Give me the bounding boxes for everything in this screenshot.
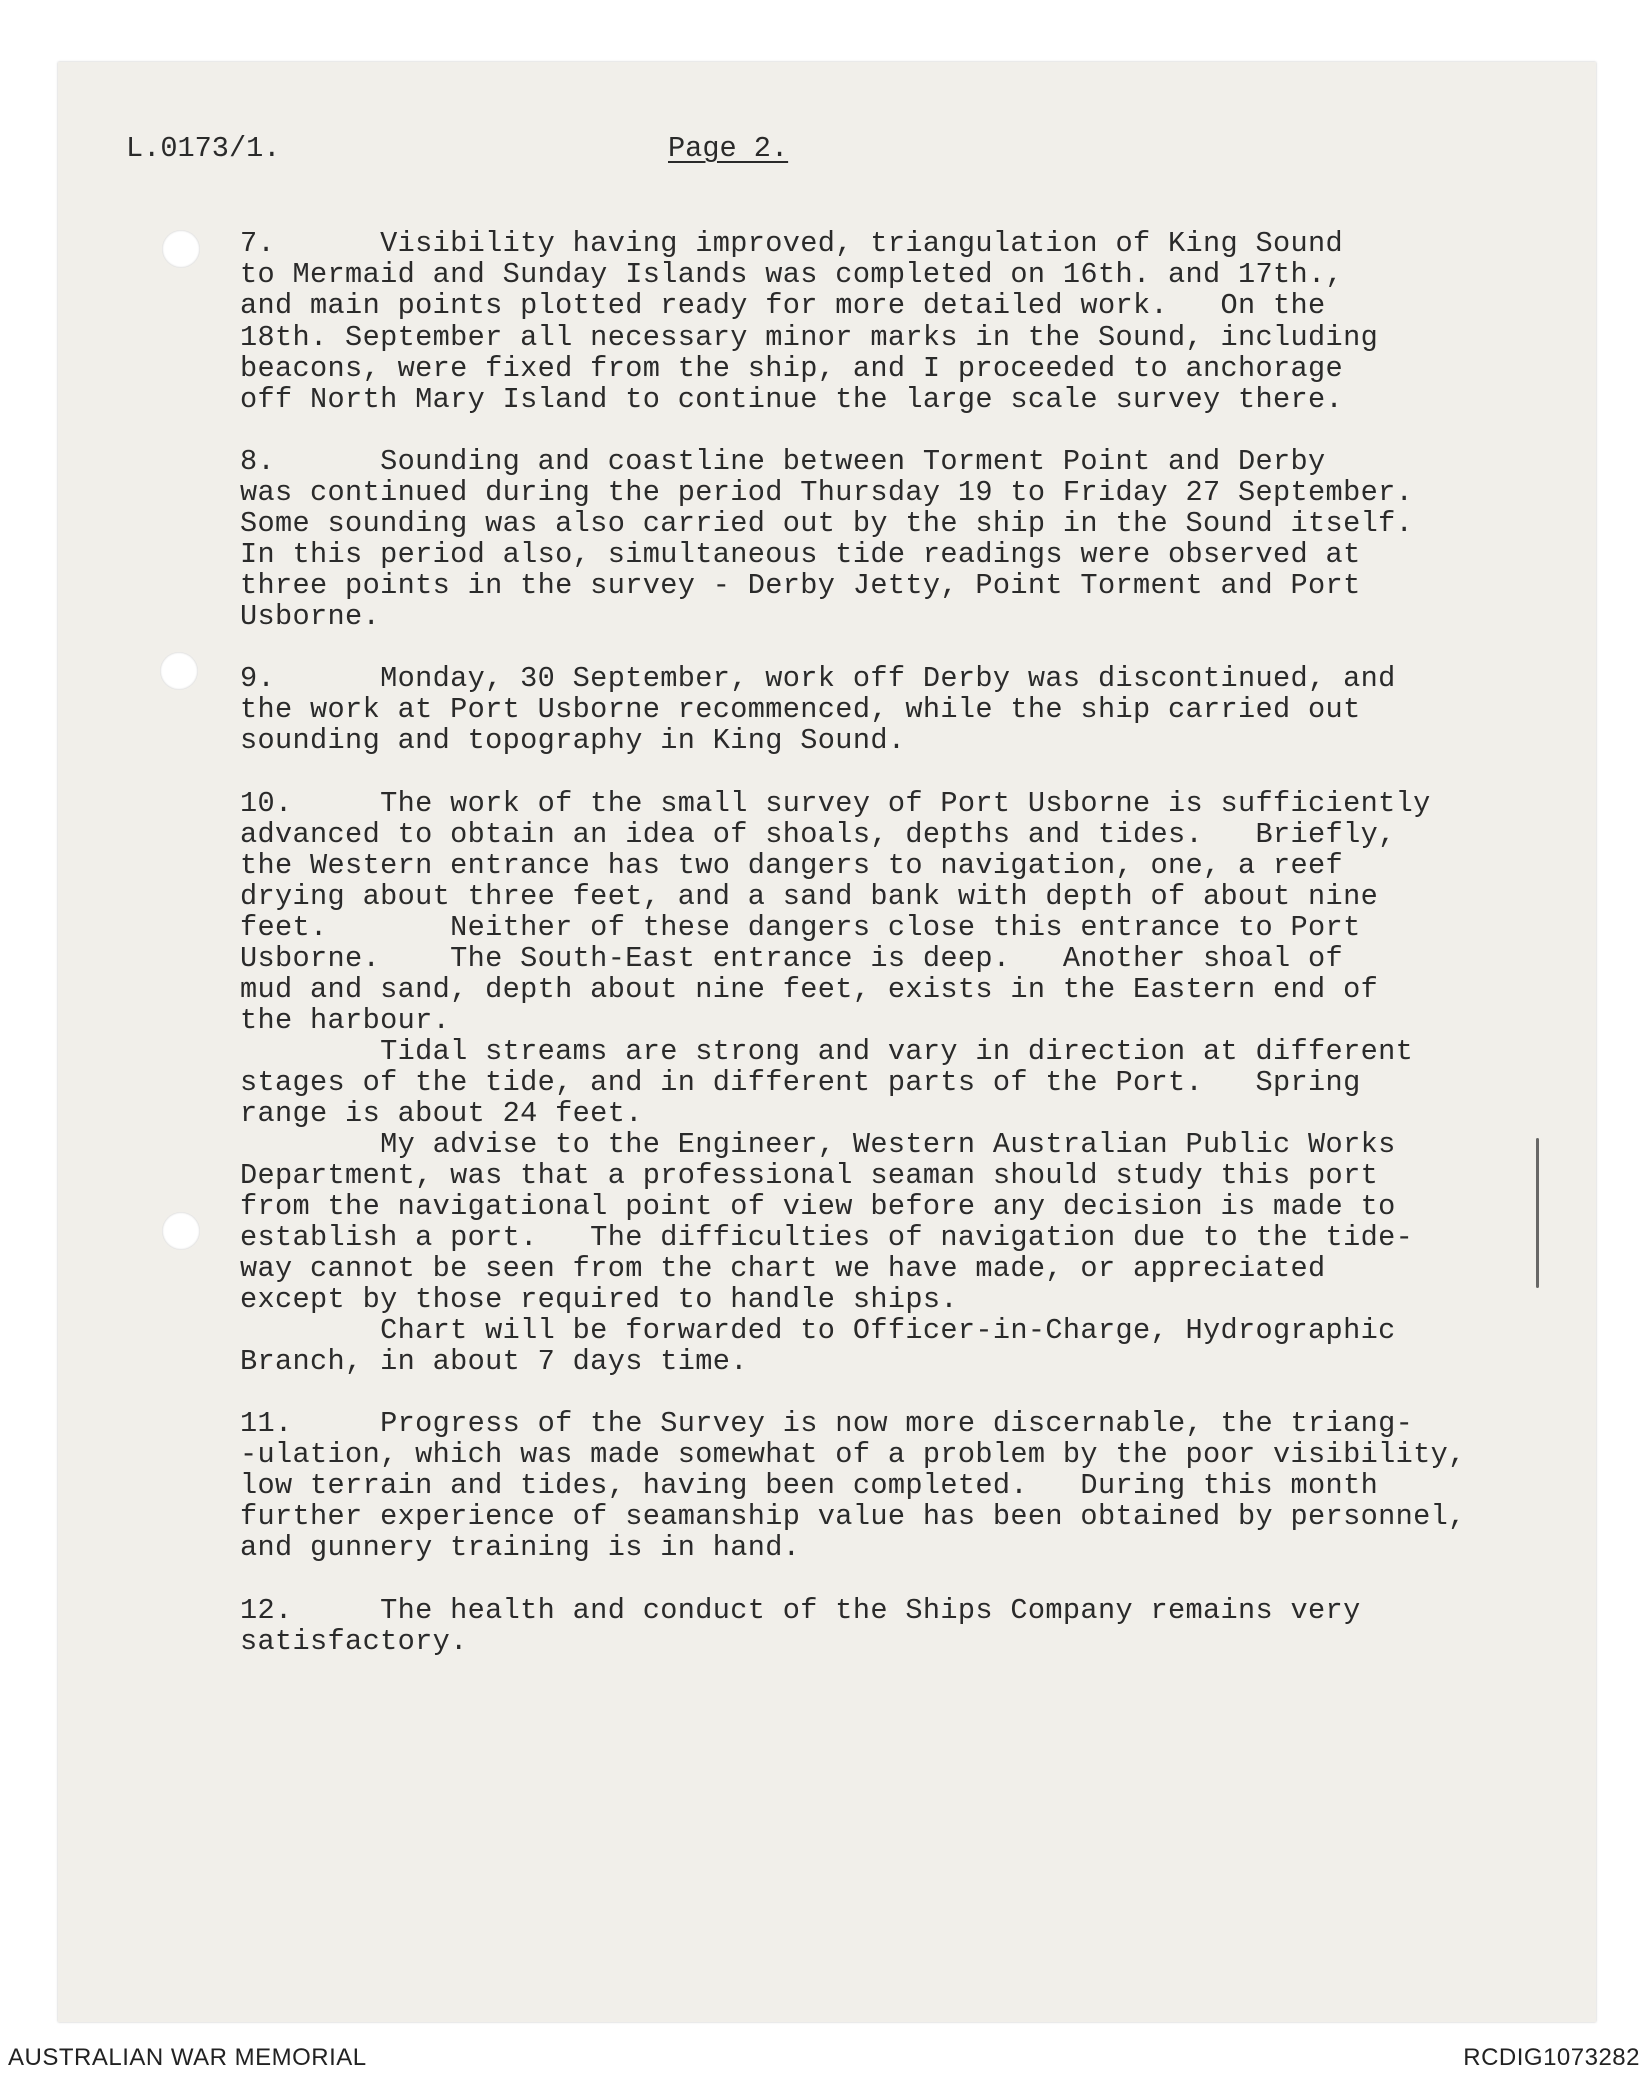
body-line: the harbour. [240, 1004, 451, 1037]
body-line: the work at Port Usborne recommenced, while the ship carried out [240, 693, 1361, 726]
body-line: and gunnery training is in hand. [240, 1531, 801, 1564]
body-line: the Western entrance has two dangers to navigation, one, a reef [240, 849, 1344, 882]
body-line: Usborne. [240, 600, 381, 633]
document-body [240, 0, 1560, 1700]
body-line: Tidal streams are strong and vary in direction at different [240, 1035, 1414, 1068]
body-line: 11. Progress of the Survey is now more discernable, the triang- [240, 1407, 1414, 1440]
body-line: Chart will be forwarded to Officer-in-Charge, Hydrographic [240, 1314, 1396, 1347]
body-line: In this period also, simultaneous tide readings were observed at [240, 538, 1361, 571]
body-line: from the navigational point of view before any decision is made to [240, 1190, 1396, 1223]
body-line: Some sounding was also carried out by the ship in the Sound itself. [240, 507, 1414, 540]
body-line: 9. Monday, 30 September, work off Derby was discontinued, and [240, 662, 1396, 695]
body-line: way cannot be seen from the chart we have made, or appreciated [240, 1252, 1326, 1285]
body-line: three points in the survey - Derby Jetty, Point Torment and Port [240, 569, 1361, 602]
body-line: establish a port. The difficulties of navigation due to the tide- [240, 1221, 1414, 1254]
body-line: My advise to the Engineer, Western Australian Public Works [240, 1128, 1396, 1161]
body-line: and main points plotted ready for more detailed work. On the [240, 289, 1326, 322]
body-line: except by those required to handle ships. [240, 1283, 958, 1316]
body-line: 18th. September all necessary minor marks in the Sound, including [240, 321, 1379, 354]
body-line: mud and sand, depth about nine feet, exists in the Eastern end of [240, 973, 1379, 1006]
body-line: 7. Visibility having improved, triangulation of King Sound [240, 227, 1344, 260]
body-line: Department, was that a professional seaman should study this port [240, 1159, 1379, 1192]
body-line: 10. The work of the small survey of Port Usborne is sufficiently [240, 787, 1431, 820]
body-line: Branch, in about 7 days time. [240, 1345, 748, 1378]
body-line: sounding and topography in King Sound. [240, 724, 906, 757]
punch-hole-bottom [162, 1212, 200, 1250]
body-line: off North Mary Island to continue the large scale survey there. [240, 383, 1344, 416]
body-line: range is about 24 feet. [240, 1097, 643, 1130]
body-line: drying about three feet, and a sand bank with depth of about nine [240, 880, 1379, 913]
body-line: satisfactory. [240, 1625, 468, 1658]
page-title: Page 2. [668, 132, 789, 165]
punch-hole-top [162, 230, 200, 268]
footer-reference-id: RCDIG1073282 [1463, 2044, 1640, 2071]
body-line: to Mermaid and Sunday Islands was completed on 16th. and 17th., [240, 258, 1344, 291]
footer-institution: AUSTRALIAN WAR MEMORIAL [8, 2044, 367, 2071]
body-line: advanced to obtain an idea of shoals, depths and tides. Briefly, [240, 818, 1396, 851]
body-line: 12. The health and conduct of the Ships Company remains very [240, 1594, 1361, 1627]
body-line: 8. Sounding and coastline between Torment Point and Derby [240, 445, 1326, 478]
body-line: Usborne. The South-East entrance is deep. Another shoal of [240, 942, 1344, 975]
body-line: -ulation, which was made somewhat of a problem by the poor visibility, [240, 1438, 1466, 1471]
body-line: was continued during the period Thursday 19 to Friday 27 September. [240, 476, 1414, 509]
body-line: feet. Neither of these dangers close this entrance to Port [240, 911, 1361, 944]
body-line: stages of the tide, and in different parts of the Port. Spring [240, 1066, 1361, 1099]
body-line: low terrain and tides, having been completed. During this month [240, 1469, 1379, 1502]
document-reference: L.0173/1. [126, 132, 281, 165]
body-line: further experience of seamanship value has been obtained by personnel, [240, 1500, 1466, 1533]
punch-hole-middle [160, 652, 198, 690]
body-line: beacons, were fixed from the ship, and I proceeded to anchorage [240, 352, 1344, 385]
